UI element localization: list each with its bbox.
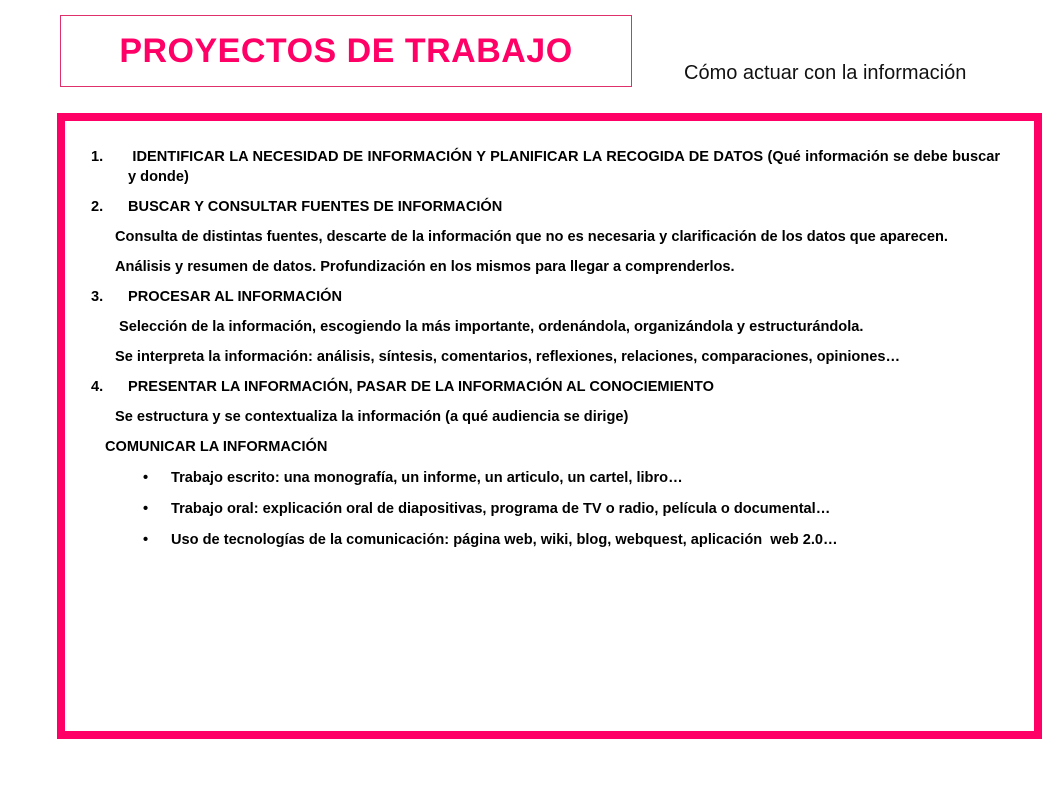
list-item-text: Trabajo escrito: una monografía, un informe, un articulo, un cartel, libro… <box>171 470 683 486</box>
title-box <box>60 15 632 87</box>
list-item-text: Trabajo oral: explicación oral de diapositivas, programa de TV o radio, película o documental… <box>171 501 831 517</box>
step-2 <box>91 197 1000 217</box>
paragraph: Análisis y resumen de datos. Profundización en los mismos para llegar a comprenderlos. <box>115 259 735 275</box>
step-number: 4. <box>91 379 104 395</box>
step-text: PRESENTAR LA INFORMACIÓN, PASAR DE LA INFORMACIÓN AL CONOCIEMIENTO <box>128 379 714 395</box>
communicate-heading: COMUNICAR LA INFORMACIÓN <box>105 439 328 455</box>
step-4 <box>91 377 1000 397</box>
page-subtitle: Cómo actuar con la información <box>684 62 967 84</box>
content-frame <box>57 113 1042 739</box>
step-text: PROCESAR AL INFORMACIÓN <box>128 289 343 305</box>
paragraph: Se interpreta la información: análisis, síntesis, comentarios, reflexiones, relaciones, comparaciones, opiniones… <box>115 349 901 365</box>
bullet-icon: • <box>143 470 149 486</box>
bullet-icon: • <box>143 532 149 548</box>
list-item <box>143 468 1000 488</box>
step-text: IDENTIFICAR LA NECESIDAD DE INFORMACIÓN Y PLANIFICAR LA RECOGIDA DE DATOS (Qué información se debe buscar y donde) <box>128 149 1005 185</box>
paragraph: Consulta de distintas fuentes, descarte de la información que no es necesaria y clarificación de los datos que aparecen. <box>115 229 948 245</box>
list-item-text: Uso de tecnologías de la comunicación: página web, wiki, blog, webquest, aplicación web 2.0… <box>171 532 838 548</box>
list-item <box>143 499 1000 519</box>
step-number: 2. <box>91 199 104 215</box>
content-body <box>91 147 1005 561</box>
step-number: 3. <box>91 289 104 305</box>
step-number: 1. <box>91 149 104 165</box>
step-text: BUSCAR Y CONSULTAR FUENTES DE INFORMACIÓN <box>128 199 503 215</box>
paragraph: Se estructura y se contextualiza la información (a qué audiencia se dirige) <box>115 409 629 425</box>
list-item <box>143 530 1000 550</box>
bullet-icon: • <box>143 501 149 517</box>
paragraph: Selección de la información, escogiendo la más importante, ordenándola, organizándola y estructurándola. <box>119 319 864 335</box>
step-1 <box>91 147 1005 187</box>
page-title: PROYECTOS DE TRABAJO <box>119 31 573 70</box>
step-3 <box>91 287 1000 307</box>
